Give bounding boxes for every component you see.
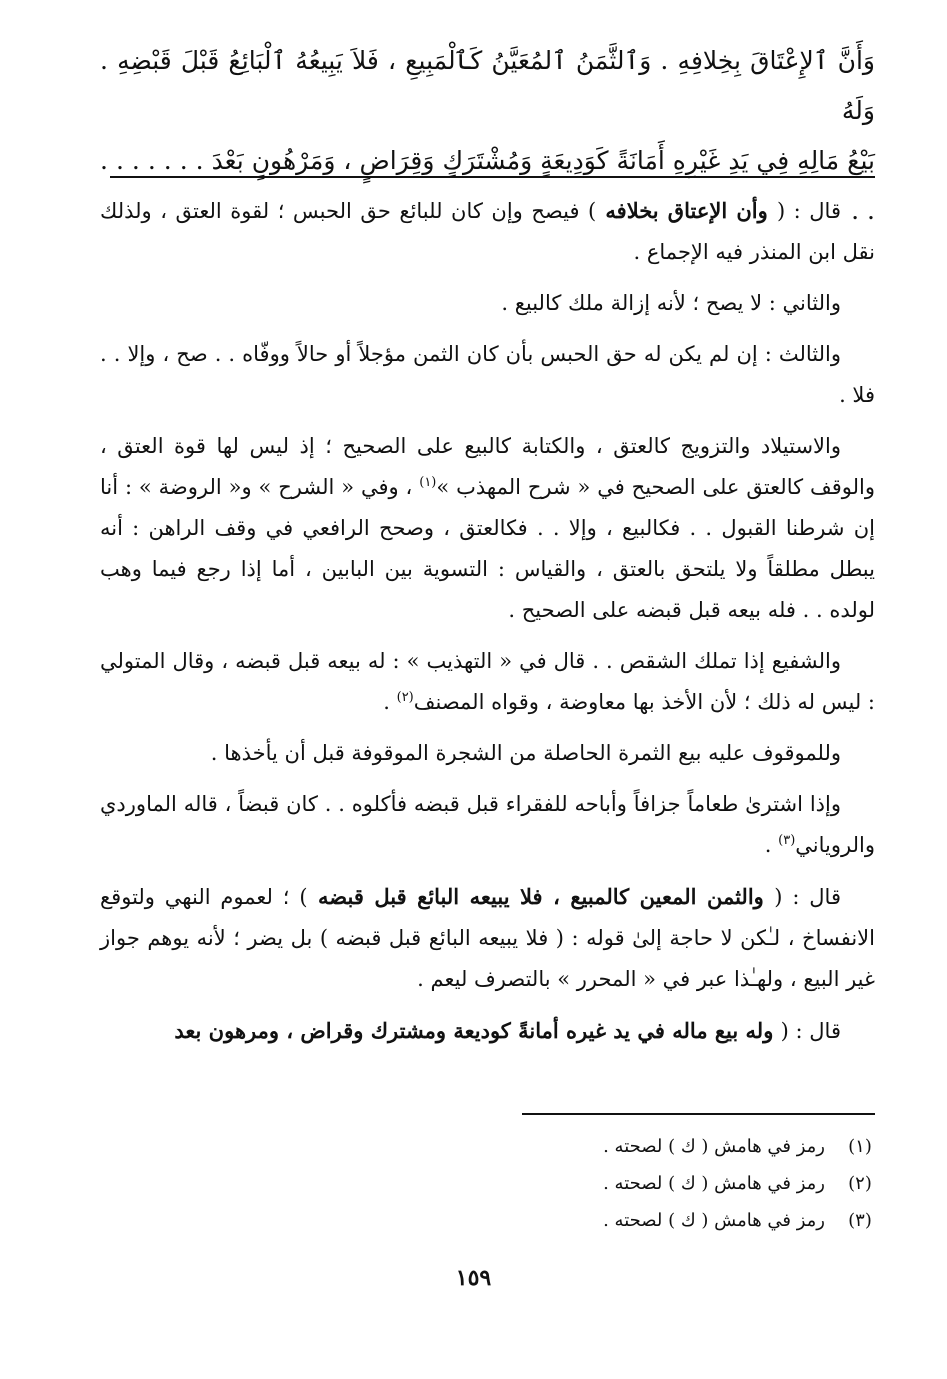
commentary-text — [100, 190, 875, 1062]
footnotes — [603, 1128, 875, 1239]
commentary-paragraph: والثاني : لا يصح ؛ لأنه إزالة ملك كالبيع . — [501, 291, 841, 315]
footnote-text: رمز في هامش ( ك ) لصحته . — [603, 1173, 825, 1194]
footnote — [603, 1165, 875, 1202]
commentary-paragraph — [100, 784, 875, 866]
footnote-separator-rule — [522, 1113, 875, 1115]
quoted-matn: والثمن المعين كالمبيع ، فلا يبيعه البائع قبل قبضه — [307, 884, 775, 909]
text-span: . — [383, 690, 397, 714]
text-span: قال : ( — [780, 1019, 841, 1043]
footnote-number: (١) — [848, 1136, 872, 1157]
text-span: ) فيصح وإن كان للبائع حق الحبس ؛ لقوة العتق ، ولذلك نقل ابن المنذر فيه الإجماع . — [100, 199, 875, 264]
text-span: والاستيلاد والتزويج كالعتق ، والكتابة كالبيع على الصحيح ؛ إذ ليس لها قوة العتق ، والوقف كالعتق على الصحيح في « شرح المهذب » — [100, 434, 875, 499]
text-span: ، وفي « الشرح » و« الروضة » : أنا إن شرطنا القبول . . فكالبيع ، وإلا . . فكالعتق ، وصحح الرافعي في وقف الراهن : أنه يبطل مطلقاً ولا يلتحق بالعتق ، والقياس : التسوية بين البابين ، أما إذا رجع فيما وهب لولده . . فله بيعه قبل قبضه على الصحيح . — [100, 475, 875, 622]
commentary-paragraph — [100, 876, 875, 1000]
commentary-paragraph — [100, 641, 875, 723]
footnote — [603, 1202, 875, 1239]
matn-line: وَأَنَّ ٱلإِعْتَاقَ بِخِلافِهِ . وَٱلثَّمَنُ ٱلمُعَيَّنُ كَٱلْمَبِيعِ ، فَلاَ يَبِيعُهُ ٱلْبَائِعُ قَبْلَ قَبْضِهِ . وَلَهُ — [100, 46, 875, 125]
commentary-paragraph — [100, 190, 875, 273]
footnote-marker: (٣) — [778, 833, 796, 848]
commentary-paragraph: والثالث : إن لم يكن له حق الحبس بأن كان الثمن مؤجلاً أو حالاً ووفّاه . . صح ، وإلا . . فلا . — [100, 342, 875, 407]
footnote-text: رمز في هامش ( ك ) لصحته . — [603, 1136, 825, 1157]
quoted-matn: وله بيع ماله في يد غيره أمانةً كوديعة ومشترك وقراض ، ومرهون بعد — [174, 1018, 781, 1043]
footnote-marker: (١) — [419, 475, 437, 490]
text-span: والشفيع إذا تملك الشقص . . قال في « التهذيب » : له بيعه قبل قبضه ، وقال المتولي : ليس له ذلك ؛ لأن الأخذ بها معاوضة ، وقواه المصنف — [100, 649, 875, 714]
text-span: . — [764, 833, 779, 857]
commentary-paragraph: وللموقوف عليه بيع الثمرة الحاصلة من الشجرة الموقوفة قبل أن يأخذها . — [210, 741, 841, 765]
footnote-text: رمز في هامش ( ك ) لصحته . — [603, 1210, 825, 1231]
commentary-paragraph — [100, 1010, 875, 1052]
footnote-number: (٢) — [848, 1173, 872, 1194]
matn-line: بَيْعُ مَالِهِ فِي يَدِ غَيْرِهِ أَمَانَةً كَوَدِيعَةٍ وَمُشْتَرَكٍ وَقِرَاضٍ ، وَمَرْهُونٍ بَعْدَ . . . . . . . . . — [100, 146, 875, 225]
text-span: وإذا اشترىٰ طعاماً جزافاً وأباحه للفقراء قبل قبضه فأكلوه . . كان قبضاً ، قاله الماوردي والروياني — [100, 792, 875, 857]
footnote-number: (٣) — [848, 1210, 872, 1231]
text-span: قال : ( — [776, 199, 841, 223]
footnote-marker: (٢) — [396, 690, 414, 705]
commentary-paragraph — [100, 426, 875, 631]
footnote — [603, 1128, 875, 1165]
text-span: قال : ( — [774, 885, 841, 909]
page-number: ١٥٩ — [455, 1265, 492, 1291]
matn-separator-rule — [110, 176, 875, 178]
quoted-matn: وأن الإعتاق بخلافه — [596, 198, 777, 223]
text-span: ) ؛ لعموم النهي ولتوقع الانفساخ ، لـٰكن لا حاجة إلىٰ قوله : ( فلا يبيعه البائع قبل قبضه ) بل يضر ؛ لأنه يوهم جواز غير البيع ، ولهـٰذا عبر في « المحرر » بالتصرف ليعم . — [100, 885, 875, 991]
